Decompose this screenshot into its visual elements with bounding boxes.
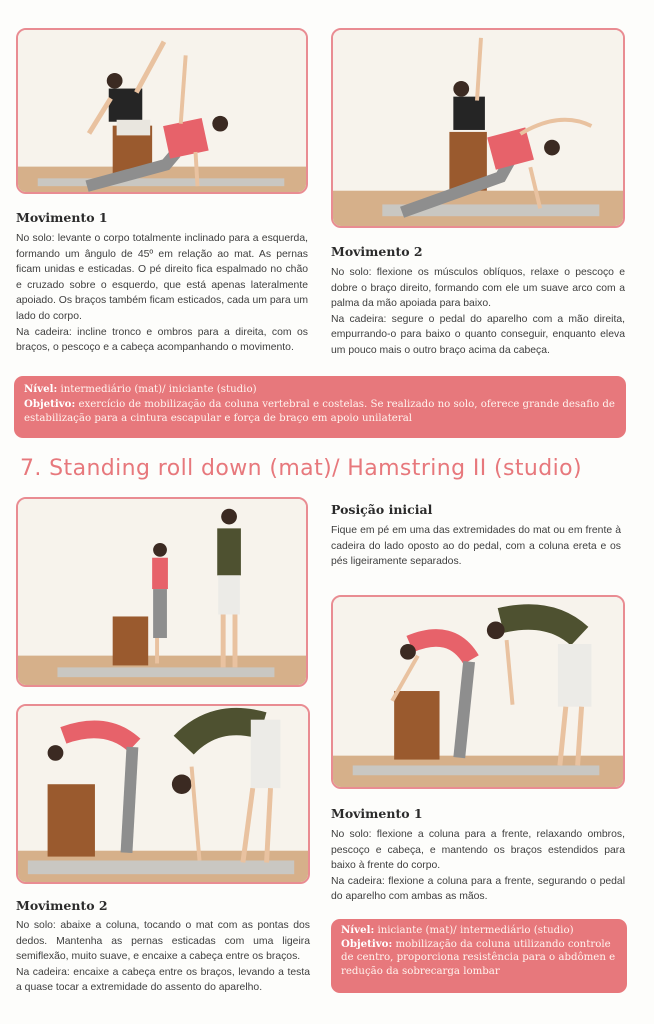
bottom-movimento-1-paragraph-solo: No solo: flexione a coluna para a frente, relaxando ombros, pescoço e cabeça, e mantendo os braços estendidos para baixo à frente do corpo. [331,829,625,872]
photo-standing-posicao-inicial [16,497,308,687]
bottom-nivel-value: iniciante (mat)/ intermediário (studio) [377,925,574,936]
top-movimento-2-paragraph-solo: No solo: flexione os músculos oblíquos, relaxe o pescoço e dobre o braço direito, formando com ele um suave arco com a palma da mão apoiada para baixo. [331,267,625,310]
bottom-info-box [331,919,627,993]
bottom-movimento-2-text [16,918,310,996]
photo-roll-down-movimento-1 [331,595,625,789]
bottom-movimento-2-title: Movimento 2 [16,898,108,913]
top-nivel-value: intermediário (mat)/ iniciante (studio) [60,384,257,395]
photo-side-plank-movimento-1 [16,28,308,194]
top-movimento-1-text [16,231,308,356]
top-movimento-2-title: Movimento 2 [331,244,423,259]
top-movimento-1-paragraph-solo: No solo: levante o corpo totalmente inclinado para a esquerda, formando um ângulo de 45º em relação ao mat. As pernas ficam unidas e esticadas. O pé direito fica espalmado no chão e cruzado sobre o esquerdo, que está apenas lateralmente apoiado. Os braços também ficam esticados, cada um para um lado do corpo. [16,233,308,322]
top-objetivo-label: Objetivo: [24,398,76,411]
top-nivel-label: Nível: [24,383,58,395]
top-info-box [14,376,626,438]
photo-side-plank-movimento-2 [331,28,625,228]
photo-roll-down-movimento-2 [16,704,310,884]
top-movimento-1-title: Movimento 1 [16,210,108,225]
top-nivel-line [24,382,616,397]
bottom-movimento-2-paragraph-cadeira: Na cadeira: encaixe a cabeça entre os braços, levando a testa a quase tocar a extremidade do assento do aparelho. [16,966,310,994]
top-objetivo-line [24,397,616,426]
bottom-objetivo-line [341,938,617,979]
top-movimento-1-paragraph-cadeira: Na cadeira: incline tronco e ombros para a direita, com os braços, o pescoço e a cabeça acompanhando o movimento. [16,326,308,354]
posicao-inicial-title: Posição inicial [331,502,433,517]
bottom-movimento-1-text [331,827,625,905]
bottom-movimento-1-title: Movimento 1 [331,806,423,821]
top-objetivo-value: exercício de mobilização da coluna vertebral e costelas. Se realizado no solo, oferece grande desafio de estabilização para a cintura escapular e força de braço em apoio unilateral [24,399,615,425]
bottom-movimento-1-paragraph-cadeira: Na cadeira: flexione a coluna para a frente, segurando o pedal do aparelho com ambas as mãos. [331,875,625,903]
top-movimento-2-text [331,265,625,359]
bottom-nivel-line [341,924,617,938]
bottom-movimento-2-paragraph-solo: No solo: abaixe a coluna, tocando o mat com as pontas dos dedos. Mantenha as pernas esticadas com uma ligeira semiflexão, muito suave, e encaixe a cabeça entre os braços. [16,920,310,963]
bottom-objetivo-label: Objetivo: [341,937,393,950]
top-movimento-2-paragraph-cadeira: Na cadeira: segure o pedal do aparelho com a mão direita, empurrando-o para baixo o quanto conseguir, enquanto eleva um pouco mais o outro braço acima da cabeça. [331,313,625,356]
bottom-nivel-label: Nível: [341,924,375,936]
section-title: 7. Standing roll down (mat)/ Hamstring II (studio) [20,456,582,481]
bottom-objetivo-value: mobilização da coluna utilizando controle de centro, proporciona resistência para o abdômen e redução da sobrecarga lombar [341,938,616,977]
posicao-inicial-text: Fique em pé em uma das extremidades do mat ou em frente à cadeira do lado oposto ao do pedal, com a coluna ereta e os pés ligeiramente separados. [331,525,621,568]
